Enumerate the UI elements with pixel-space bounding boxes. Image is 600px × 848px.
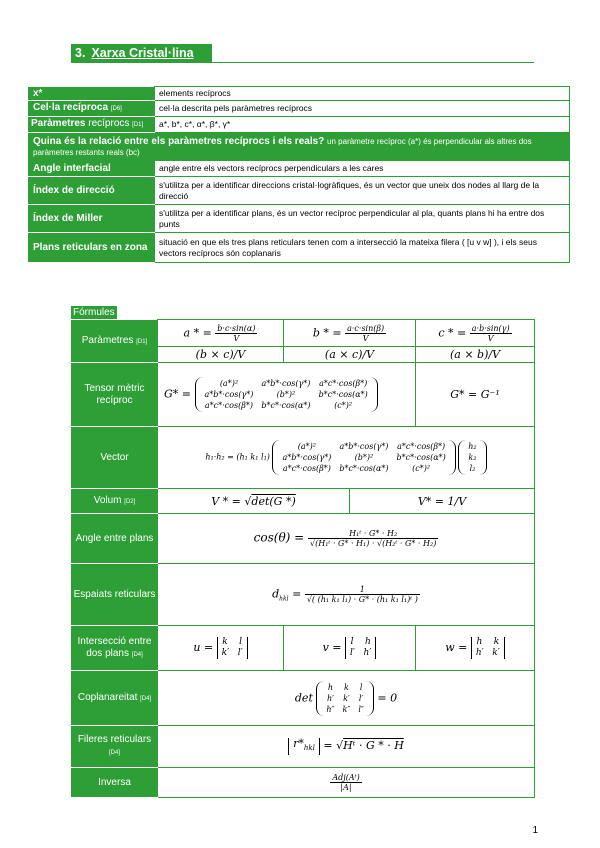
question-cell: Quina és la relació entre els paràmetres recíprocs i els reals? un paràmetre recíproc (a*) és perpendicular als altres dos paràmetres restants reals (bc) [29,133,570,161]
formula: G* = (a*)² a*b*·cos(γ*) a*c*·cos(β*) a*b*·cos(γ*) (b*)² b*c*·cos(α*) a*c*·cos(β*) b*c*·cos(α*) (c*)² [158,363,416,427]
table-row [72,489,535,514]
table-row [72,564,535,626]
table-row [72,671,535,726]
formula-name: Coplanareitat [D4] [72,671,158,726]
desc-cell: elements recíprocs [155,87,570,101]
table-row [72,768,535,798]
formula-name: Paràmetres [D1] [72,320,158,363]
formula-name: Vector [72,427,158,489]
formulas-label: Fórmules [73,307,115,318]
formula: $d_{hkl}$ = $\frac{1}{\text{√( (h₁ k₁ l₁) · G* · (h₁ k₁ l₁)ᵗ )}}$ [158,564,535,626]
formula: $r*_{hkl}$ = √Hᵗ · G * · H [158,726,535,768]
term-cell: Plans reticulars en zona [29,233,155,263]
formula: V * = √det(G *) [158,489,350,514]
desc-cell: s'utilitza per a identificar direccions cristal·logràfiques, és un vector que uneix dos nodes al llarg de la direcció [155,177,570,205]
desc-cell: a*, b*, c*, α*, β*, γ* [155,117,570,133]
term-cell: Índex de Miller [29,205,155,233]
section-title: 3. Xarxa Cristal·lina [71,44,212,63]
term-cell: Cel·la recíproca [D6] [29,101,155,117]
formula: a * = $\frac{b\cdot c\cdot\sin(\alpha)}{V}$ [158,320,284,347]
formula: u = k l k′ l′ [158,626,284,671]
table-row [29,101,570,117]
table-row [72,320,535,347]
formula: w = h k h′ k′ [416,626,535,671]
definitions-table [28,86,570,263]
formula: b * = $\frac{a\cdot c\cdot\sin(\beta)}{V}$ [284,320,416,347]
desc-cell: situació en que els tres plans reticulars tenen com a intersecció la mateixa filera ( [u v w] ), i els seus vectors recíprocs són coplanaris [155,233,570,263]
table-row [29,205,570,233]
table-row [72,427,535,489]
formula: (a × b)/V [416,347,535,363]
table-row [29,87,570,101]
formulas-table [71,319,535,798]
formula: G* = G⁻¹ [416,363,535,427]
term-cell: Índex de direcció [29,177,155,205]
term-cell: Paràmetres recíprocs [D1] [29,117,155,133]
formula: v = l h l′ h′ [284,626,416,671]
table-row [29,117,570,133]
table-row [72,626,535,671]
desc-cell: cel·la descrita pels paràmetres recíprocs [155,101,570,117]
formula-name: Espaiats reticulars [72,564,158,626]
table-row [72,363,535,427]
desc-cell: angle entre els vectors recíprocs perpendiculars a les cares [155,161,570,177]
formula-name: Inversa [72,768,158,798]
formula-name: Angle entre plans [72,514,158,564]
formula-name: Intersecció entre dos plans [D4] [72,626,158,671]
formula: c * = $\frac{a\cdot b\cdot\sin(\gamma)}{V}$ [416,320,535,347]
table-row [29,161,570,177]
formula-name: Volum [D2] [72,489,158,514]
formula: det h k l h′ k′ l′ h″ k″ l″ = 0 [158,671,535,726]
formula: cos(θ) = $\frac{\text{H₁ᵗ · G* · H₂}}{\text{√(H₁ᵗ · G* · H₁) · √(H₂ᵗ · G* · H₂)}}$ [158,514,535,564]
table-row [72,514,535,564]
formula: (a × c)/V [284,347,416,363]
table-row [29,233,570,263]
formula: $\frac{\text{Adj(Aᵗ)}}{|A|}$ [158,768,535,798]
formula: (b × c)/V [158,347,284,363]
title-underline [212,62,534,63]
formula-name: Fileres reticulars [D4] [72,726,158,768]
term-cell: x* [29,87,155,101]
page-number: 1 [532,825,538,836]
table-row [29,177,570,205]
formula: V* = 1/V [350,489,535,514]
term-cell: Angle interfacial [29,161,155,177]
formula-name: Tensor mètric recíproc [72,363,158,427]
desc-cell: s'utilitza per a identificar plans, és un vector recíproc perpendicular al pla, quants plans hi ha entre dos punts [155,205,570,233]
formula: h₁·h₂ = (h₁ k₁ l₁) (a*)² a*b*·cos(γ*) a*c*·cos(β*) a*b*·cos(γ*) (b*)² b*c*·cos(α*) a*c*·cos(β*) b*c*·cos(α*) (c*)² h₂ k₂ l₂ [158,427,535,489]
table-row [72,726,535,768]
table-row [29,133,570,161]
